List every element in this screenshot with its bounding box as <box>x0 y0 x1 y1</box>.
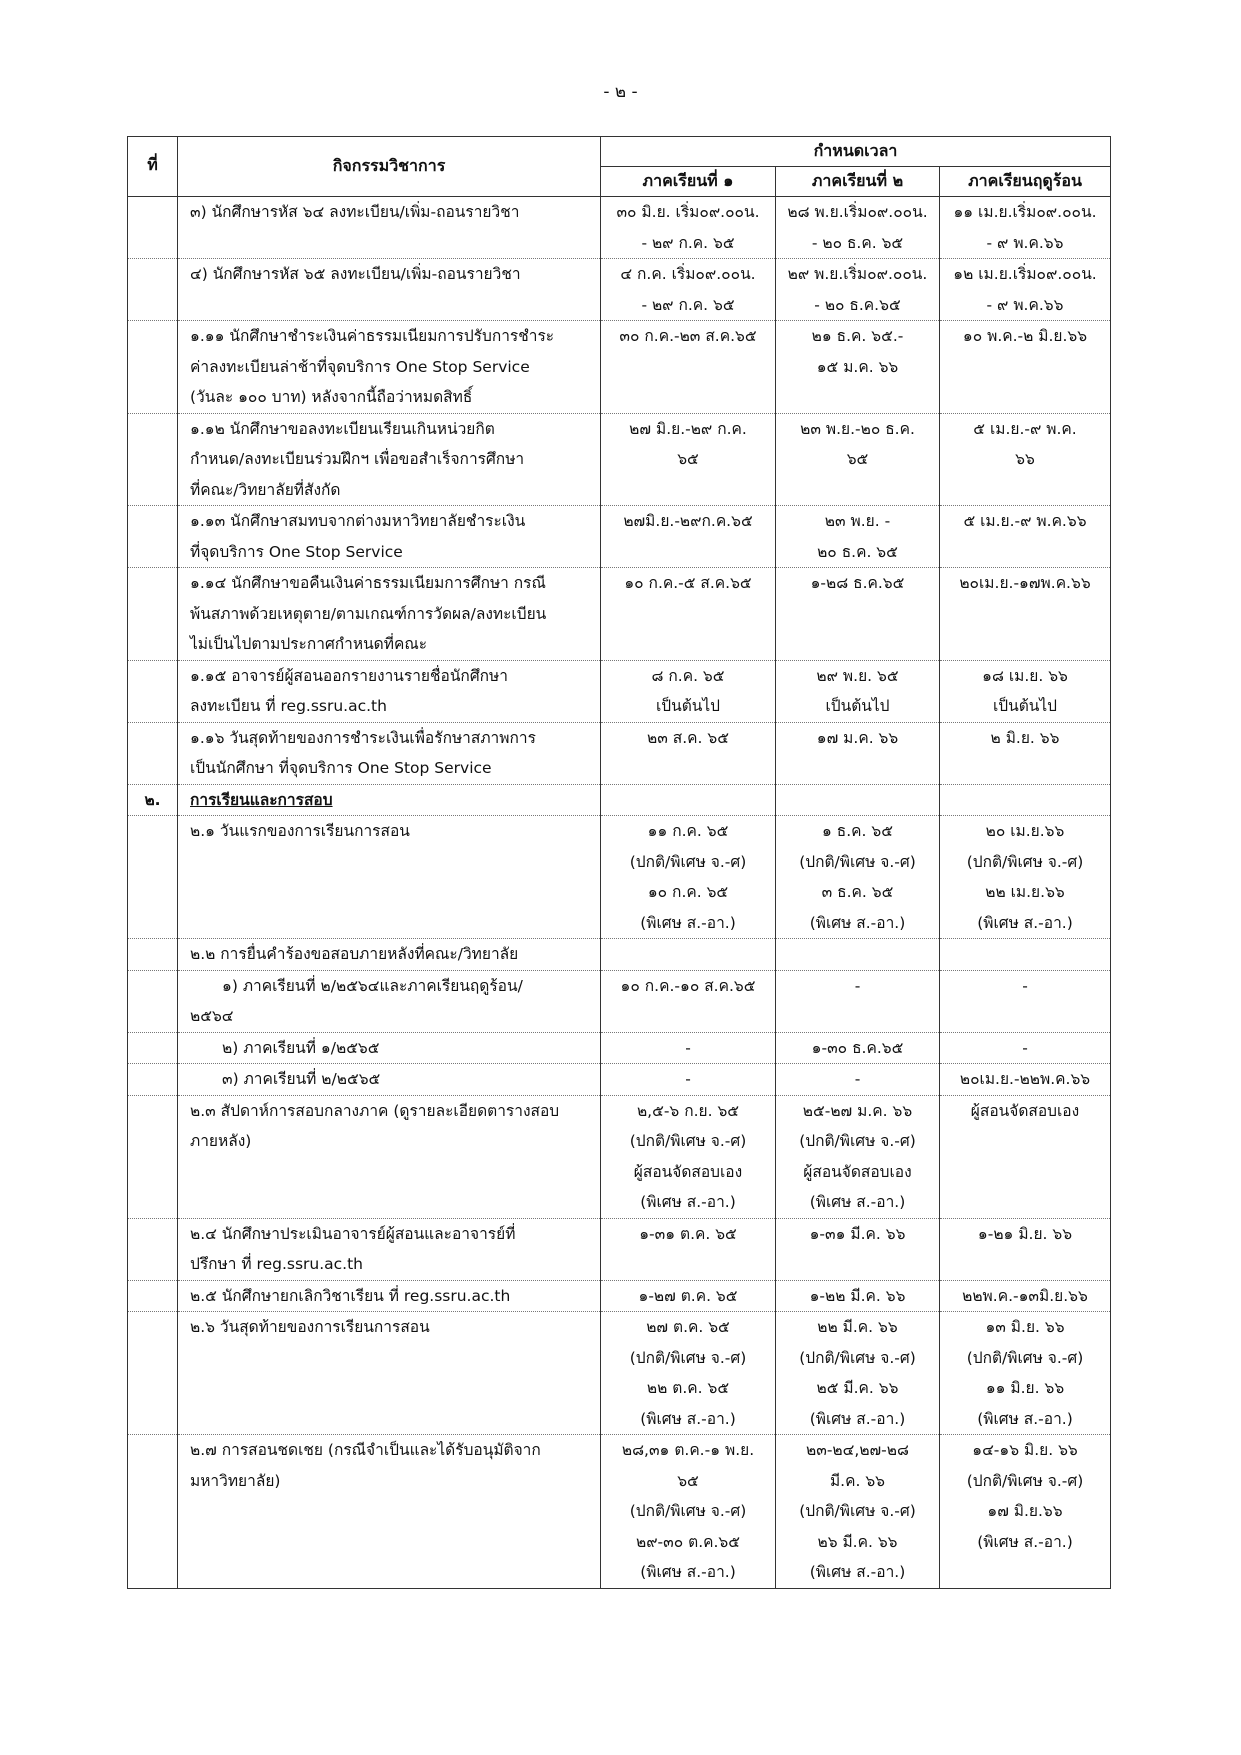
table-row <box>128 722 1111 784</box>
summer-cell-line: ๑๐ พ.ค.-๒ มิ.ย.๖๖ <box>962 327 1088 345</box>
summer-cell <box>940 784 1111 816</box>
term1-cell-line: ๑๑ ก.ค. ๖๕ <box>647 822 729 840</box>
term1-cell-line: ๒๓ ส.ค. ๖๕ <box>647 728 729 747</box>
page-number: - ๒ - <box>603 82 638 102</box>
term1-cell-line: (ปกติ/พิเศษ จ.-ศ) <box>629 1132 747 1150</box>
term2-cell-line: ๑๕ ม.ค. ๖๖ <box>816 357 899 376</box>
activity-cell-line: พ้นสภาพด้วยเหตุตาย/ตามเกณฑ์การวัดผล/ลงทะเบียน <box>190 604 547 623</box>
term2-cell-line: (พิเศษ ส.-อา.) <box>809 1409 906 1428</box>
term2-cell <box>776 660 940 722</box>
activity-cell-line: ๔) นักศึกษารหัส ๖๕ ลงทะเบียน/เพิ่ม-ถอนรายวิชา <box>190 265 521 283</box>
activity-cell-line: ภายหลัง) <box>190 1132 252 1150</box>
term1-cell-line: (พิเศษ ส.-อา.) <box>640 913 736 932</box>
summer-cell-line: ๑๘ เม.ย. ๖๖ <box>982 666 1068 685</box>
term2-cell <box>776 722 940 784</box>
row-number <box>128 506 178 568</box>
activity-cell-line: ลงทะเบียน ที่ reg.ssru.ac.th <box>190 697 387 715</box>
term1-cell <box>601 1280 776 1312</box>
activity-cell <box>178 970 601 1032</box>
term2-cell <box>776 1095 940 1218</box>
activity-cell <box>178 722 601 784</box>
activity-cell <box>178 197 601 259</box>
activity-cell-line: ๑.๑๓ นักศึกษาสมทบจากต่างมหาวิทยาลัยชำระเงิน <box>190 512 526 530</box>
term1-cell-line: - <box>685 1038 691 1057</box>
term2-cell <box>776 1280 940 1312</box>
summer-cell <box>940 816 1111 939</box>
term1-cell <box>601 1032 776 1064</box>
activity-cell-line: ไม่เป็นไปตามประกาศกำหนดที่คณะ <box>190 635 428 653</box>
term2-cell-line: (ปกติ/พิเศษ จ.-ศ) <box>799 1348 916 1367</box>
term2-cell-line: ๒๖ มี.ค. ๖๖ <box>817 1532 898 1551</box>
summer-cell-line: (พิเศษ ส.-อา.) <box>977 1409 1073 1428</box>
term1-cell-line: ๓๐ มิ.ย. เริ่ม๐๙.๐๐น. <box>616 203 760 221</box>
term2-cell-line: ๑-๓๑ มี.ค. ๖๖ <box>809 1224 906 1243</box>
term1-cell-line: ๖๕ <box>677 450 699 468</box>
table-row <box>128 816 1111 939</box>
header-term1: ภาคเรียนที่ ๑ <box>601 167 776 197</box>
summer-cell-line: - <box>1022 1038 1028 1057</box>
activity-cell-line: ที่จุดบริการ One Stop Service <box>190 542 403 561</box>
summer-cell-line: (พิเศษ ส.-อา.) <box>977 1532 1073 1551</box>
term1-cell-line: (พิเศษ ส.-อา.) <box>640 1409 736 1428</box>
summer-cell-line: ๑๓ มิ.ย. ๖๖ <box>985 1318 1065 1336</box>
activity-cell-line: ๒.๒ การยื่นคำร้องขอสอบภายหลังที่คณะ/วิทยาลัย <box>190 945 519 963</box>
term2-cell <box>776 939 940 971</box>
activity-cell-line: ๒.๓ สัปดาห์การสอบกลางภาค (ดูรายละเอียดตารางสอบ <box>190 1101 560 1120</box>
term1-cell <box>601 816 776 939</box>
row-number <box>128 259 178 321</box>
term2-cell <box>776 970 940 1032</box>
activity-cell-line: ๓) นักศึกษารหัส ๖๔ ลงทะเบียน/เพิ่ม-ถอนรายวิชา <box>190 203 520 221</box>
activity-cell-line: ๑.๑๔ นักศึกษาขอคืนเงินค่าธรรมเนียมการศึกษา กรณี <box>190 574 546 592</box>
term1-cell-line: ๓๐ ก.ค.-๒๓ ส.ค.๖๕ <box>619 327 757 345</box>
term2-cell <box>776 1218 940 1280</box>
term2-cell <box>776 784 940 816</box>
summer-cell-line: ๑๑ มิ.ย. ๖๖ <box>985 1379 1065 1397</box>
term1-cell-line: ๑๐ ก.ค.-๕ ส.ค.๖๕ <box>624 574 752 592</box>
summer-cell-line: ๒๒ เม.ย.๖๖ <box>985 883 1065 901</box>
table-row <box>128 1218 1111 1280</box>
summer-cell <box>940 939 1111 971</box>
header-summer: ภาคเรียนฤดูร้อน <box>940 167 1111 197</box>
row-number <box>128 1032 178 1064</box>
summer-cell <box>940 1064 1111 1096</box>
term2-cell <box>776 1064 940 1096</box>
term1-cell-line: (พิเศษ ส.-อา.) <box>640 1563 736 1581</box>
activity-cell-line: ที่คณะ/วิทยาลัยที่สังกัด <box>190 480 341 499</box>
activity-cell-line: ๑.๑๒ นักศึกษาขอลงทะเบียนเรียนเกินหน่วยกิต <box>190 419 495 438</box>
activity-cell <box>178 1435 601 1589</box>
table-row <box>128 660 1111 722</box>
term2-cell-line: - <box>854 1070 861 1088</box>
activity-cell <box>178 1064 601 1096</box>
term1-cell <box>601 1064 776 1096</box>
summer-cell-line: ๒๐เม.ย.-๒๒พ.ค.๖๖ <box>959 1070 1091 1088</box>
activity-cell-line: มหาวิทยาลัย) <box>190 1471 281 1490</box>
summer-cell-line: (พิเศษ ส.-อา.) <box>977 913 1073 932</box>
term2-cell-line: ๑-๓๐ ธ.ค.๖๕ <box>811 1038 904 1057</box>
term1-cell-line: (ปกติ/พิเศษ จ.-ศ) <box>629 852 747 871</box>
row-number <box>128 321 178 414</box>
summer-cell-line: เป็นต้นไป <box>992 697 1058 715</box>
summer-cell <box>940 259 1111 321</box>
activity-cell-line: ๒.๖ วันสุดท้ายของการเรียนการสอน <box>190 1318 430 1336</box>
term2-cell <box>776 197 940 259</box>
term1-cell <box>601 568 776 661</box>
term1-cell <box>601 939 776 971</box>
term2-cell-line: เป็นต้นไป <box>825 697 890 715</box>
term1-cell-line: ๑-๒๗ ต.ค. ๖๕ <box>638 1286 738 1305</box>
term1-cell-line: ผู้สอนจัดสอบเอง <box>633 1162 743 1181</box>
activity-cell-line: ๓) ภาคเรียนที่ ๒/๒๕๖๕ <box>222 1070 381 1088</box>
activity-cell-line: ๑.๑๕ อาจารย์ผู้สอนออกรายงานรายชื่อนักศึกษา <box>190 666 508 685</box>
header-no: ที่ <box>128 137 178 197</box>
row-number <box>128 660 178 722</box>
term1-cell-line: ๖๕ <box>677 1471 699 1490</box>
summer-cell-line: ๑-๒๑ มิ.ย. ๖๖ <box>977 1224 1073 1243</box>
term1-cell <box>601 660 776 722</box>
summer-cell <box>940 568 1111 661</box>
row-number <box>128 1312 178 1435</box>
row-number <box>128 413 178 506</box>
activity-cell-line: ๑.๑๑ นักศึกษาชำระเงินค่าธรรมเนียมการปรับการชำระ <box>190 327 555 345</box>
row-number <box>128 1218 178 1280</box>
term2-cell-line: ๒๓ พ.ย.-๒๐ ธ.ค. <box>800 419 915 438</box>
summer-cell <box>940 1032 1111 1064</box>
table-row <box>128 321 1111 414</box>
table-row <box>128 1280 1111 1312</box>
activity-cell <box>178 816 601 939</box>
activity-cell <box>178 321 601 414</box>
term1-cell-line: ๒,๕-๖ ก.ย. ๖๕ <box>636 1101 740 1120</box>
term2-cell <box>776 321 940 414</box>
term2-cell-line: ๒๕ มี.ค. ๖๖ <box>816 1379 899 1397</box>
summer-cell-line: ๒๐เม.ย.-๑๗พ.ค.๖๖ <box>959 574 1091 592</box>
term2-cell-line: มี.ค. ๖๖ <box>829 1471 886 1490</box>
term1-cell-line: ๒๒ ต.ค. ๖๕ <box>646 1379 730 1397</box>
table-row <box>128 1032 1111 1064</box>
activity-cell <box>178 660 601 722</box>
table-row <box>128 506 1111 568</box>
row-number <box>128 197 178 259</box>
table-row <box>128 413 1111 506</box>
summer-cell-line: - ๙ พ.ค.๖๖ <box>986 295 1064 314</box>
summer-cell-line: ๑๔-๑๖ มิ.ย. ๖๖ <box>972 1441 1078 1459</box>
summer-cell-line: (ปกติ/พิเศษ จ.-ศ) <box>966 1348 1084 1367</box>
term1-cell <box>601 506 776 568</box>
activity-cell-line: (วันละ ๑๐๐ บาท) หลังจากนี้ถือว่าหมดสิทธิ์ <box>190 388 473 406</box>
term1-cell <box>601 1435 776 1589</box>
activity-cell-line: ๒.๔ นักศึกษาประเมินอาจารย์ผู้สอนและอาจารย์ที่ <box>190 1224 516 1243</box>
term2-cell-line: ๓ ธ.ค. ๖๕ <box>821 883 894 901</box>
activity-cell-line: ๒.๕ นักศึกษายกเลิกวิชาเรียน ที่ reg.ssru.ac.th <box>190 1286 511 1305</box>
term2-cell-line: ๒๕-๒๗ ม.ค. ๖๖ <box>802 1101 913 1120</box>
activity-cell-line: ๑.๑๖ วันสุดท้ายของการชำระเงินเพื่อรักษาสภาพการ <box>190 728 536 747</box>
term2-cell-line: ๒๙ พ.ย. ๖๕ <box>816 666 899 685</box>
row-number <box>128 939 178 971</box>
activity-cell-line: ๒.๗ การสอนชดเชย (กรณีจำเป็นและได้รับอนุมัติจาก <box>190 1441 541 1459</box>
term2-cell-line: - <box>854 976 861 995</box>
activity-cell-line: ปรึกษา ที่ reg.ssru.ac.th <box>190 1255 363 1273</box>
summer-cell-line: ๑๗ มิ.ย.๖๖ <box>987 1502 1063 1520</box>
activity-cell-line: ๒๕๖๔ <box>190 1007 234 1025</box>
term1-cell-line: (ปกติ/พิเศษ จ.-ศ) <box>629 1502 747 1520</box>
term1-cell-line: ๒๗ มิ.ย.-๒๙ ก.ค. <box>629 419 747 438</box>
term2-cell-line: ๑ ธ.ค. ๖๕ <box>822 822 893 840</box>
term1-cell <box>601 1312 776 1435</box>
activity-cell-line: เป็นนักศึกษา ที่จุดบริการ One Stop Service <box>190 759 492 777</box>
term2-cell-line: - ๒๐ ธ.ค.๖๕ <box>814 295 901 314</box>
term2-cell-line: ๒๐ ธ.ค. ๖๕ <box>817 542 898 561</box>
row-number <box>128 1435 178 1589</box>
activity-cell <box>178 1032 601 1064</box>
term1-cell-line: - ๒๙ ก.ค. ๖๕ <box>641 233 735 252</box>
summer-cell-line: (ปกติ/พิเศษ จ.-ศ) <box>966 1471 1084 1490</box>
term2-cell <box>776 259 940 321</box>
term2-cell-line: (ปกติ/พิเศษ จ.-ศ) <box>799 1132 916 1150</box>
table-row <box>128 939 1111 971</box>
term1-cell-line: ๔ ก.ค. เริ่ม๐๙.๐๐น. <box>620 265 756 283</box>
table-row <box>128 784 1111 816</box>
activity-cell <box>178 413 601 506</box>
header-term2: ภาคเรียนที่ ๒ <box>776 167 940 197</box>
table-row <box>128 1312 1111 1435</box>
term1-cell <box>601 413 776 506</box>
summer-cell-line: - ๙ พ.ค.๖๖ <box>986 233 1064 252</box>
activity-cell-line: ๑) ภาคเรียนที่ ๒/๒๕๖๔และภาคเรียนฤดูร้อน/ <box>222 976 523 995</box>
activity-cell <box>178 1280 601 1312</box>
term1-cell-line: ๒๗มิ.ย.-๒๙ก.ค.๖๕ <box>623 512 753 530</box>
row-number <box>128 568 178 661</box>
term1-cell-line: (ปกติ/พิเศษ จ.-ศ) <box>629 1348 747 1367</box>
term1-cell-line: - ๒๙ ก.ค. ๖๕ <box>641 295 735 314</box>
term2-cell-line: - ๒๐ ธ.ค. ๖๕ <box>811 233 904 252</box>
term2-cell-line: ผู้สอนจัดสอบเอง <box>803 1162 912 1181</box>
summer-cell-line: - <box>1022 976 1028 995</box>
activity-cell <box>178 1218 601 1280</box>
table-row <box>128 568 1111 661</box>
term2-cell-line: (พิเศษ ส.-อา.) <box>809 1193 906 1211</box>
term2-cell-line: ๒๑ ธ.ค. ๖๕.- <box>811 327 904 345</box>
term1-cell-line: ๒๗ ต.ค. ๖๕ <box>646 1318 730 1336</box>
summer-cell-line: ๒ มิ.ย. ๖๖ <box>990 728 1060 747</box>
term2-cell-line: ๒๓ พ.ย. - <box>824 512 891 530</box>
table-row <box>128 1064 1111 1096</box>
table-row <box>128 970 1111 1032</box>
summer-cell-line: (ปกติ/พิเศษ จ.-ศ) <box>966 852 1084 871</box>
academic-calendar-table <box>127 136 1111 1589</box>
term2-cell-line: ๒๓-๒๔,๒๗-๒๘ <box>806 1441 909 1459</box>
activity-cell <box>178 506 601 568</box>
term2-cell-line: ๑๗ ม.ค. ๖๖ <box>816 728 899 747</box>
term2-cell-line: ๖๕ <box>846 450 869 468</box>
term1-cell-line: เป็นต้นไป <box>655 697 721 715</box>
term1-cell <box>601 722 776 784</box>
term1-cell-line: ๘ ก.ค. ๖๕ <box>651 666 725 685</box>
activity-cell <box>178 259 601 321</box>
header-activity: กิจกรรมวิชาการ <box>178 137 601 197</box>
term2-cell-line: (พิเศษ ส.-อา.) <box>809 913 906 932</box>
term1-cell <box>601 970 776 1032</box>
table-row <box>128 1095 1111 1218</box>
summer-cell <box>940 1435 1111 1589</box>
term2-cell <box>776 568 940 661</box>
activity-cell <box>178 939 601 971</box>
term2-cell <box>776 413 940 506</box>
term1-cell-line: ๒๙-๓๐ ต.ค.๖๕ <box>635 1532 740 1551</box>
activity-cell-line: ๒) ภาคเรียนที่ ๑/๒๕๖๕ <box>222 1038 380 1057</box>
term2-cell <box>776 1312 940 1435</box>
term1-cell-line: ๑-๓๑ ต.ค. ๖๕ <box>639 1224 737 1243</box>
term2-cell <box>776 506 940 568</box>
term2-cell-line: (ปกติ/พิเศษ จ.-ศ) <box>799 1502 916 1520</box>
row-number <box>128 1095 178 1218</box>
summer-cell <box>940 1280 1111 1312</box>
row-number <box>128 722 178 784</box>
term1-cell-line: ๑๐ ก.ค.-๑๐ ส.ค.๖๕ <box>620 976 756 995</box>
row-number: ๒. <box>128 784 178 816</box>
term2-cell-line: ๒๒ มี.ค. ๖๖ <box>817 1318 898 1336</box>
term2-cell <box>776 816 940 939</box>
term2-cell <box>776 1032 940 1064</box>
summer-cell-line: ๖๖ <box>1015 450 1035 468</box>
summer-cell-line: ๒๒พ.ค.-๑๓มิ.ย.๖๖ <box>962 1286 1088 1305</box>
term1-cell-line: - <box>685 1070 691 1088</box>
activity-cell <box>178 568 601 661</box>
term2-cell-line: ๑-๒๒ มี.ค. ๖๖ <box>809 1286 906 1305</box>
row-number <box>128 1280 178 1312</box>
header-schedule: กำหนดเวลา <box>601 137 1111 167</box>
term1-cell <box>601 321 776 414</box>
activity-cell <box>178 1095 601 1218</box>
activity-cell <box>178 1312 601 1435</box>
term1-cell-line: ๒๘,๓๑ ต.ค.-๑ พ.ย. <box>621 1441 755 1459</box>
summer-cell <box>940 506 1111 568</box>
row-number <box>128 1064 178 1096</box>
summer-cell <box>940 1095 1111 1218</box>
table-row <box>128 1435 1111 1589</box>
summer-cell-line: ๒๐ เม.ย.๖๖ <box>985 822 1065 840</box>
term2-cell-line: ๒๙ พ.ย.เริ่ม๐๙.๐๐น. <box>787 265 928 283</box>
term1-cell <box>601 1218 776 1280</box>
summer-cell <box>940 660 1111 722</box>
term2-cell-line: ๑-๒๘ ธ.ค.๖๕ <box>810 574 905 592</box>
row-number <box>128 970 178 1032</box>
term1-cell <box>601 1095 776 1218</box>
summer-cell <box>940 970 1111 1032</box>
summer-cell <box>940 722 1111 784</box>
table-row <box>128 259 1111 321</box>
summer-cell <box>940 197 1111 259</box>
activity-cell-line: ๒.๑ วันแรกของการเรียนการสอน <box>190 822 410 840</box>
summer-cell-line: ๕ เม.ย.-๙ พ.ค.๖๖ <box>963 512 1087 530</box>
term1-cell <box>601 197 776 259</box>
activity-cell-line: การเรียนและการสอบ <box>190 790 333 809</box>
table-row <box>128 197 1111 259</box>
summer-cell-line: ๑๑ เม.ย.เริ่ม๐๙.๐๐น. <box>953 203 1097 221</box>
term1-cell-line: ๑๐ ก.ค. ๖๕ <box>647 883 729 901</box>
activity-cell <box>178 784 601 816</box>
summer-cell-line: ๕ เม.ย.-๙ พ.ค. <box>973 419 1077 438</box>
term2-cell <box>776 1435 940 1589</box>
summer-cell <box>940 1218 1111 1280</box>
summer-cell-line: ๑๒ เม.ย.เริ่ม๐๙.๐๐น. <box>953 265 1097 283</box>
activity-cell-line: ค่าลงทะเบียนล่าช้าที่จุดบริการ One Stop Service <box>190 357 530 376</box>
term2-cell-line: (ปกติ/พิเศษ จ.-ศ) <box>799 852 916 871</box>
term1-cell <box>601 784 776 816</box>
summer-cell <box>940 413 1111 506</box>
summer-cell <box>940 1312 1111 1435</box>
row-number <box>128 816 178 939</box>
term1-cell <box>601 259 776 321</box>
summer-cell <box>940 321 1111 414</box>
term2-cell-line: ๒๘ พ.ย.เริ่ม๐๙.๐๐น. <box>787 203 928 221</box>
term1-cell-line: (พิเศษ ส.-อา.) <box>640 1193 736 1211</box>
activity-cell-line: กำหนด/ลงทะเบียนร่วมฝึกฯ เพื่อขอสำเร็จการศึกษา <box>190 450 525 468</box>
summer-cell-line: ผู้สอนจัดสอบเอง <box>970 1101 1080 1120</box>
term2-cell-line: (พิเศษ ส.-อา.) <box>809 1563 906 1581</box>
